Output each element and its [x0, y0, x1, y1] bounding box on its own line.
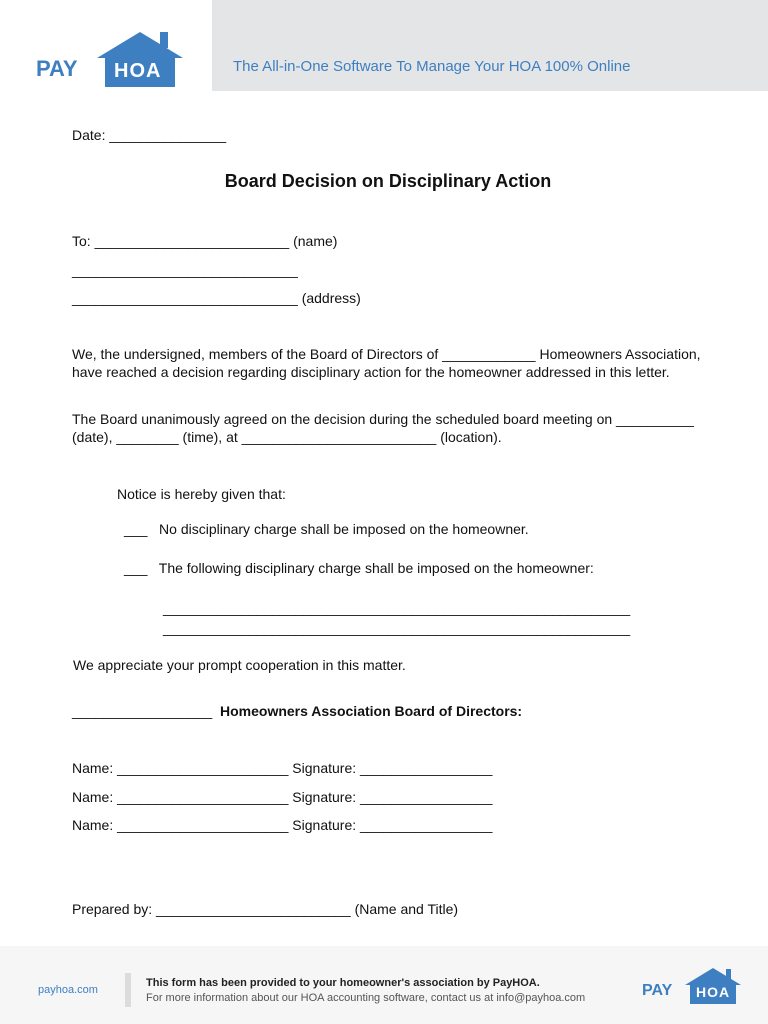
signature-line: Name: ______________________ Signature: _________________	[72, 789, 493, 805]
address-line-2: _____________________________ (address)	[72, 290, 361, 306]
footer-divider	[125, 973, 131, 1007]
paragraph-meeting: The Board unanimously agreed on the decision during the scheduled board meeting on __________ (date), ________ (time), at _________________________ (location).	[72, 411, 694, 445]
signature-line: Name: ______________________ Signature: _________________	[72, 760, 493, 776]
header-banner	[212, 0, 768, 91]
footer-logo-pay-text: PAY	[642, 982, 673, 999]
board-label: Homeowners Association Board of Directors:	[220, 703, 523, 719]
charge-line-1: ____________________________________________________________	[163, 600, 631, 616]
paragraph-decision: We, the undersigned, members of the Board of Directors of ____________ Homeowners Association, have reached a decision regarding disciplinary action for the homeowner addressed in this letter.	[72, 346, 701, 380]
footer-logo	[642, 966, 752, 1006]
logo-hoa-text: HOA	[114, 60, 162, 82]
footer-contact: For more information about our HOA accounting software, contact us at info@payhoa.com	[146, 992, 586, 1004]
prepared-by-line: Prepared by: _________________________ (Name and Title)	[72, 901, 459, 917]
option-no-charge: ___ No disciplinary charge shall be imposed on the homeowner.	[124, 521, 529, 537]
board-blank: __________________	[72, 703, 213, 719]
footer-url-link[interactable]: payhoa.com	[38, 984, 98, 996]
payhoa-logo	[34, 28, 194, 90]
footer-logo-hoa-text: HOA	[696, 984, 731, 1000]
address-line-1: _____________________________	[72, 262, 298, 278]
header-tagline: The All-in-One Software To Manage Your HOA 100% Online	[233, 58, 631, 75]
option-charge: ___ The following disciplinary charge shall be imposed on the homeowner:	[124, 560, 594, 576]
signature-line: Name: ______________________ Signature: _________________	[72, 817, 493, 833]
appreciation-text: We appreciate your prompt cooperation in this matter.	[73, 657, 406, 673]
to-line: To: _________________________ (name)	[72, 233, 338, 249]
charge-line-2: ____________________________________________________________	[163, 620, 631, 636]
footer-notice: This form has been provided to your homeowner's association by PayHOA.	[146, 977, 540, 989]
date-line: Date: _______________	[72, 127, 227, 143]
logo-pay-text: PAY	[36, 56, 78, 81]
document-title: Board Decision on Disciplinary Action	[224, 171, 552, 191]
notice-text: Notice is hereby given that:	[117, 486, 286, 502]
